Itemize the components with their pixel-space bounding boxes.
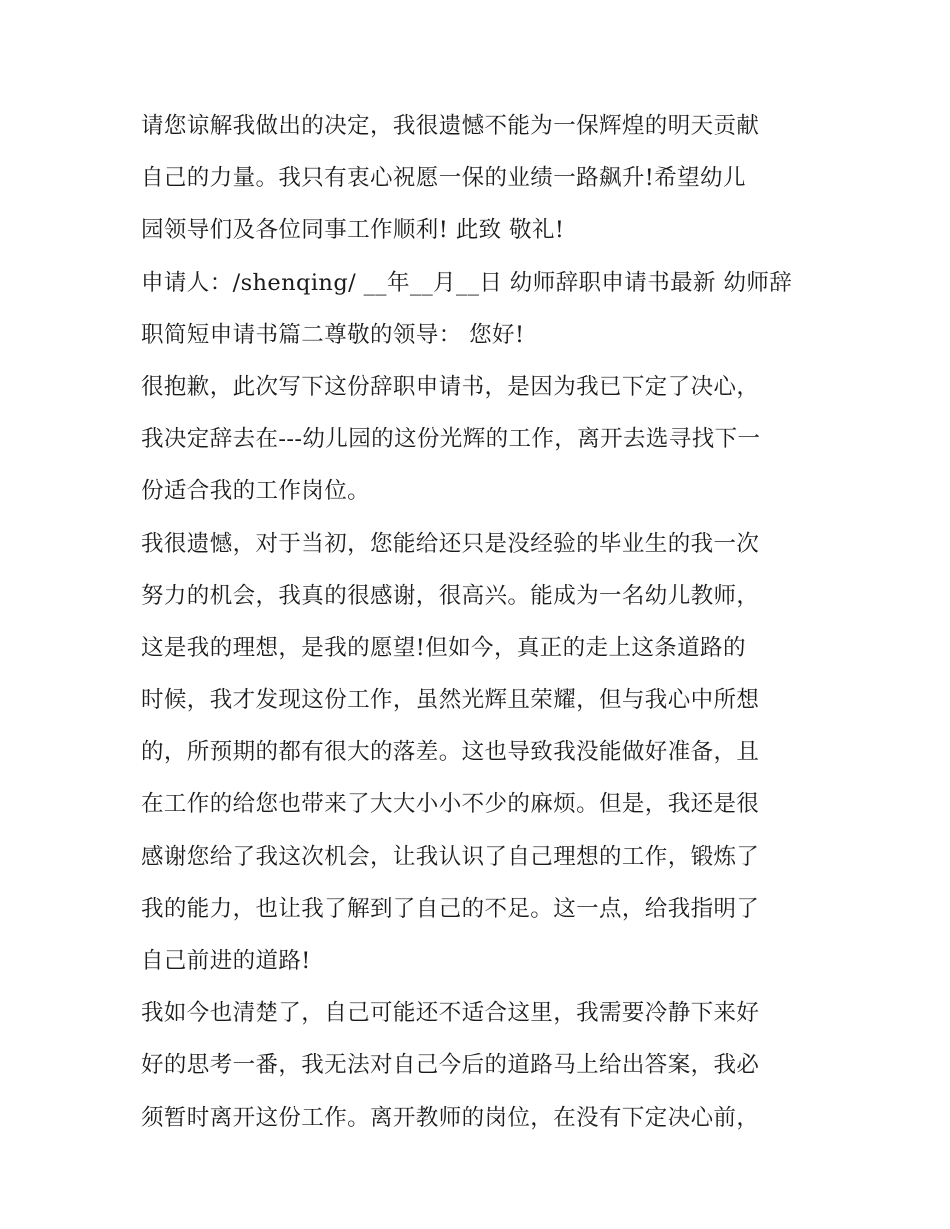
text-line: 很抱歉，此次写下这份辞职申请书，是因为我已下定了决心， <box>141 373 760 400</box>
text-line: 感谢您给了我这次机会，让我认识了自己理想的工作，锻炼了 <box>141 843 760 870</box>
text-line: 在工作的给您也带来了大大小小不少的麻烦。但是，我还是很 <box>141 791 760 818</box>
text-line: 好的思考一番，我无法对自己今后的道路马上给出答案，我必 <box>141 1052 760 1079</box>
text-line: 我的能力，也让我了解到了自己的不足。这一点，给我指明了 <box>141 895 760 922</box>
document-body <box>141 100 821 1144</box>
text-line: 时候，我才发现这份工作，虽然光辉且荣耀，但与我心中所想 <box>141 687 760 714</box>
text-line: 自己的力量。我只有衷心祝愿一保的业绩一路飙升!希望幼儿 <box>141 165 746 192</box>
text-line: 我如今也清楚了，自己可能还不适合这里，我需要冷静下来好 <box>141 1000 760 1027</box>
text-line: 申请人：/shenqing/ __年__月__日 幼师辞职申请书最新 幼师辞 <box>141 269 793 296</box>
text-line: 自己前进的道路! <box>141 948 311 974</box>
text-line: 我决定辞去在---幼儿园的这份光辉的工作，离开去选寻找下一 <box>141 426 761 453</box>
text-line: 须暂时离开这份工作。离开教师的岗位，在没有下定决心前， <box>141 1104 760 1131</box>
text-line: 努力的机会，我真的很感谢，很高兴。能成为一名幼儿教师， <box>141 582 760 609</box>
text-line: 份适合我的工作岗位。 <box>141 478 371 505</box>
text-line: 的，所预期的都有很大的落差。这也导致我没能做好准备，且 <box>141 739 760 766</box>
text-line: 我很遗憾，对于当初，您能给还只是没经验的毕业生的我一次 <box>141 530 760 557</box>
text-line: 这是我的理想，是我的愿望!但如今，真正的走上这条道路的 <box>141 634 746 661</box>
text-line: 职简短申请书篇二尊敬的领导： 您好! <box>141 321 525 348</box>
text-line: 请您谅解我做出的决定，我很遗憾不能为一保辉煌的明天贡献 <box>141 113 760 139</box>
text-line: 园领导们及各位同事工作顺利! 此致 敬礼! <box>141 217 565 244</box>
